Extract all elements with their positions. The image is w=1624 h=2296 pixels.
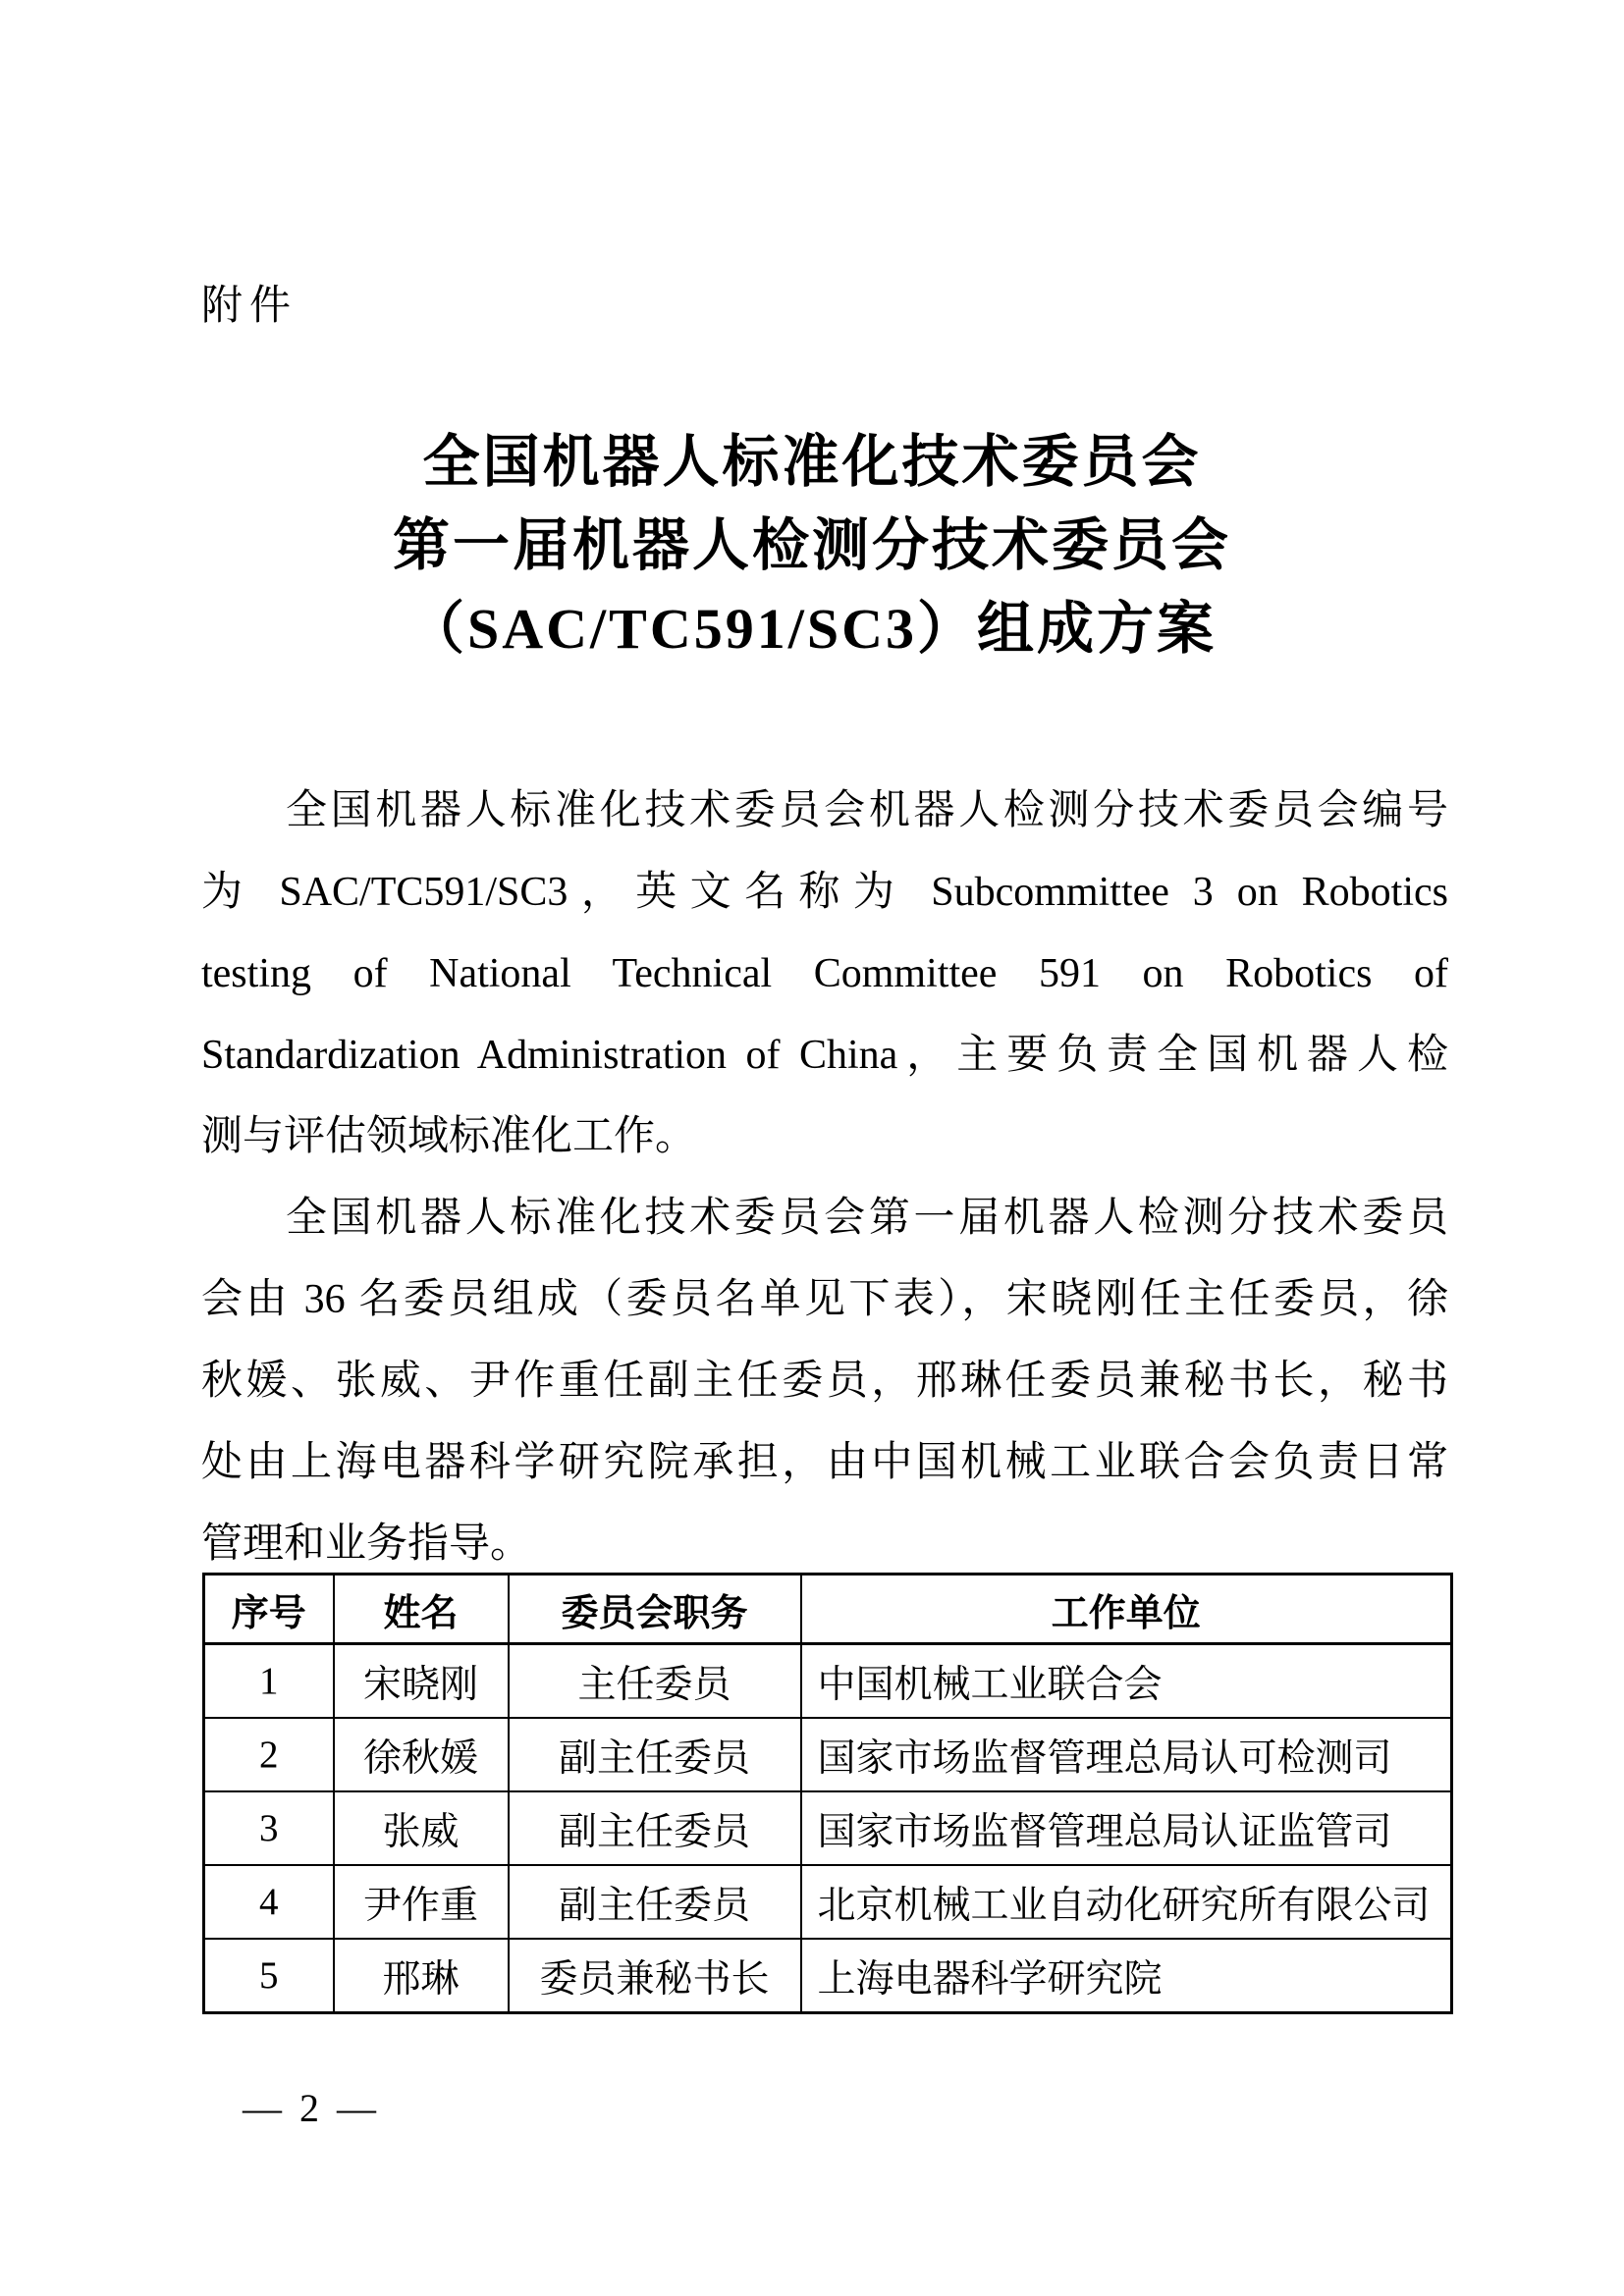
page-number: — 2 — [243, 2086, 380, 2130]
cell-name: 宋晓刚 [334, 1644, 509, 1719]
cell-org: 上海电器科学研究院 [801, 1939, 1452, 2013]
cell-no: 3 [204, 1791, 334, 1865]
cell-org: 国家市场监督管理总局认可检测司 [801, 1718, 1452, 1791]
cell-no: 5 [204, 1939, 334, 2013]
body-line: 处由上海电器科学研究院承担，由中国机械工业联合会负责日常 [201, 1440, 1448, 1485]
cell-role: 副主任委员 [509, 1865, 801, 1939]
attachment-label: 附件 [201, 282, 298, 328]
cell-name: 张威 [334, 1791, 509, 1865]
table-header-no: 序号 [204, 1575, 334, 1644]
cell-org: 国家市场监督管理总局认证监管司 [801, 1791, 1452, 1865]
cell-role: 委员兼秘书长 [509, 1939, 801, 2013]
table-row [204, 1791, 1452, 1865]
body-line: Standardization Administration of China，主要负责全国机器人检 [201, 1033, 1448, 1078]
table-row [204, 1718, 1452, 1791]
paragraph-membership [201, 1178, 1448, 1585]
body-line: 全国机器人标准化技术委员会机器人检测分技术委员会编号 [286, 788, 1448, 833]
cell-org: 北京机械工业自动化研究所有限公司 [801, 1865, 1452, 1939]
cell-role: 主任委员 [509, 1644, 801, 1719]
body-line: testing of National Technical Committee 591 on Robotics of [201, 951, 1448, 996]
table-row [204, 1939, 1452, 2013]
cell-name: 邢琳 [334, 1939, 509, 2013]
body-line: 会由 36 名委员组成（委员名单见下表），宋晓刚任主任委员，徐 [201, 1277, 1448, 1322]
table-header-role: 委员会职务 [509, 1575, 801, 1644]
members-table [202, 1573, 1453, 2014]
document-title [0, 420, 1624, 670]
paragraph-intro [201, 771, 1448, 1178]
cell-name: 徐秋媛 [334, 1718, 509, 1791]
cell-no: 2 [204, 1718, 334, 1791]
cell-org: 中国机械工业联合会 [801, 1644, 1452, 1719]
table-row [204, 1865, 1452, 1939]
cell-role: 副主任委员 [509, 1718, 801, 1791]
cell-no: 1 [204, 1644, 334, 1719]
cell-name: 尹作重 [334, 1865, 509, 1939]
title-line-2: 第一届机器人检测分技术委员会 [392, 513, 1231, 577]
body-line: 全国机器人标准化技术委员会第一届机器人检测分技术委员 [286, 1196, 1448, 1241]
cell-no: 4 [204, 1865, 334, 1939]
body-line: 秋媛、张威、尹作重任副主任委员，邢琳任委员兼秘书长，秘书 [201, 1359, 1448, 1404]
title-line-3: （SAC/TC591/SC3）组成方案 [407, 597, 1217, 661]
table-header-name: 姓名 [334, 1575, 509, 1644]
cell-role: 副主任委员 [509, 1791, 801, 1865]
body-line: 为 SAC/TC591/SC3，英文名称为 Subcommittee 3 on Robotics [201, 870, 1448, 915]
table-header-row [204, 1575, 1452, 1644]
table-row [204, 1644, 1452, 1719]
body-line: 测与评估领域标准化工作。 [201, 1114, 697, 1159]
body-line: 管理和业务指导。 [201, 1522, 532, 1567]
title-line-1: 全国机器人标准化技术委员会 [422, 430, 1202, 494]
table-header-org: 工作单位 [801, 1575, 1452, 1644]
